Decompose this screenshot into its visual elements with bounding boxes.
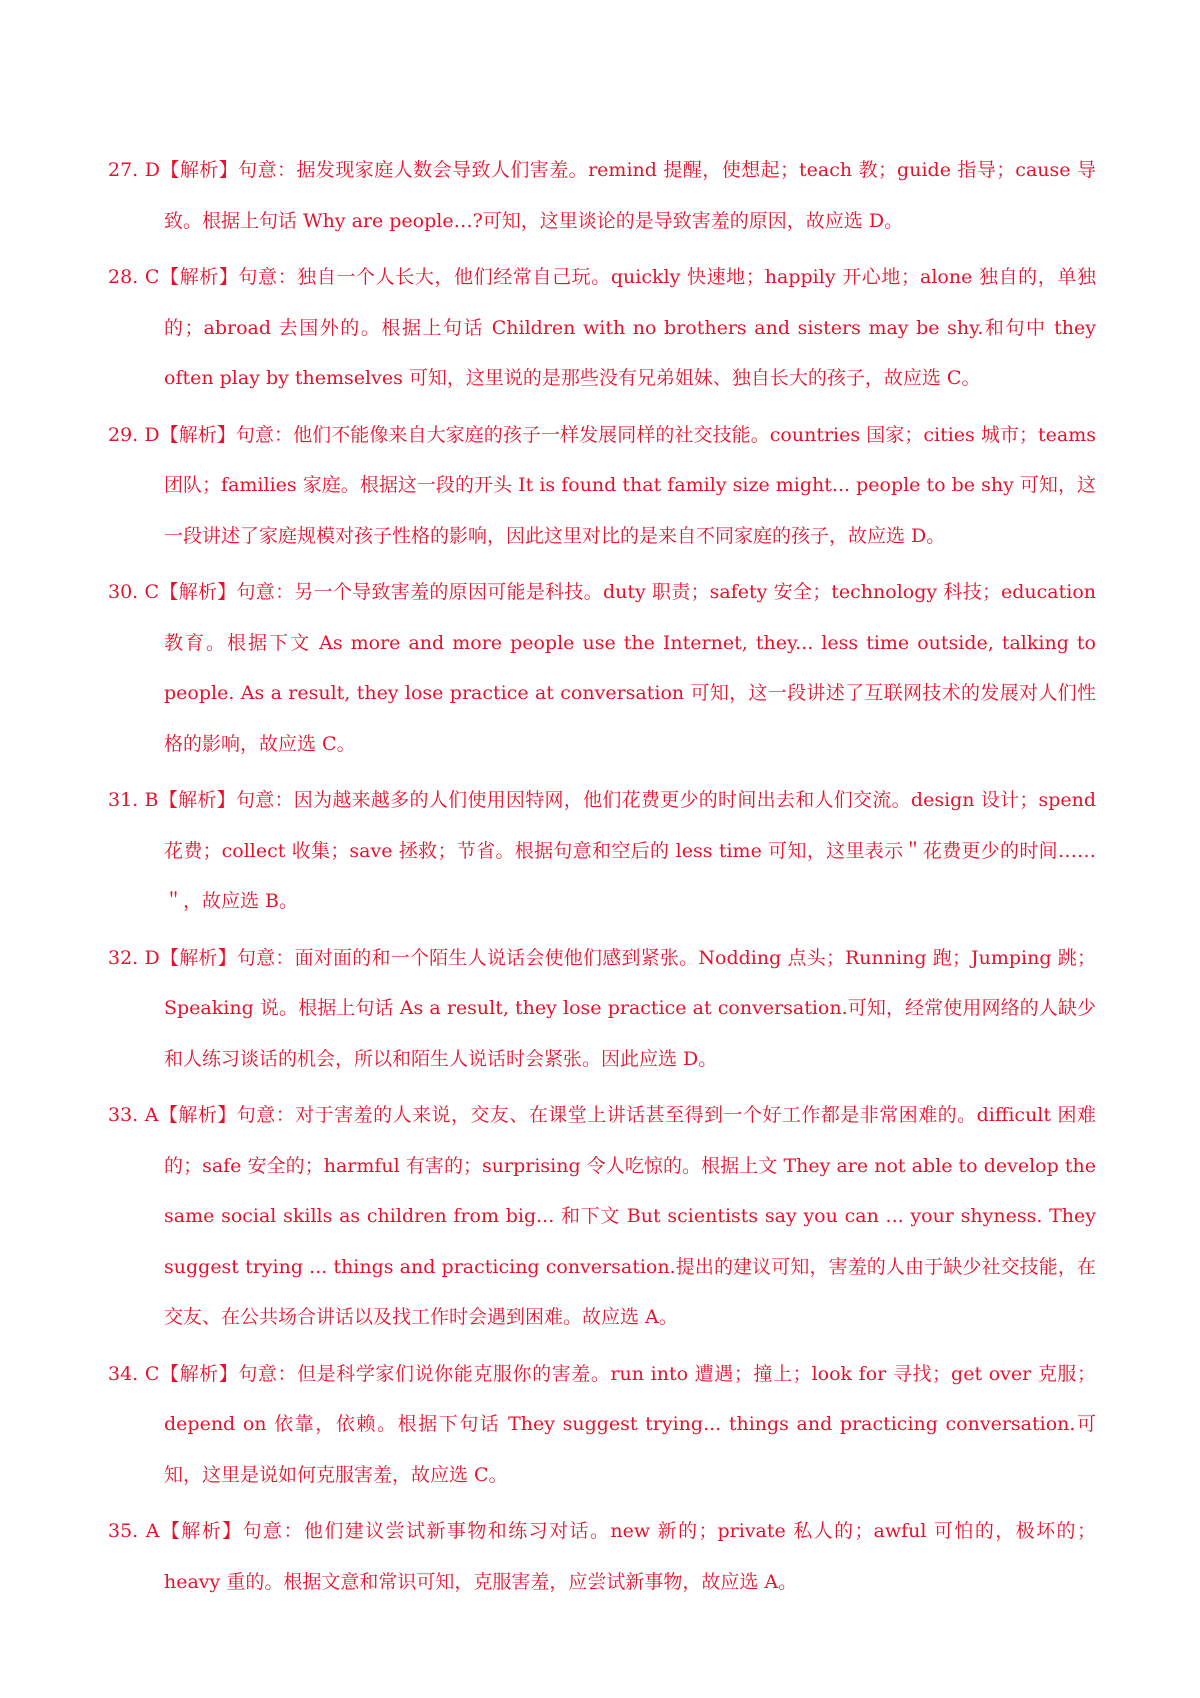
question-number: 29. bbox=[108, 423, 139, 446]
question-number: 28. bbox=[108, 266, 139, 288]
explanation-30 bbox=[108, 567, 1096, 769]
explanation-34 bbox=[108, 1349, 1096, 1501]
explanation-body: 【解析】句意：面对面的和一个陌生人说话会使他们感到紧张。Nodding 点头；Running 跑；Jumping 跳；Speaking 说。根据上句话 As a result, they lose practice at conversation.可知，经常使用网络的人缺少和人练习谈话的机会，所以和陌生人说话时会紧张。因此应选 D。 bbox=[159, 946, 1096, 1070]
explanation-35 bbox=[108, 1506, 1096, 1607]
answer-letter: B bbox=[138, 789, 159, 811]
explanation-body: 【解析】句意：但是科学家们说你能克服你的害羞。run into 遭遇；撞上；look for 寻找；get over 克服；depend on 依靠，依赖。根据下句话 They suggest trying... things and practicing conversation.可知，这里是说如何克服害羞，故应选 C。 bbox=[159, 1362, 1097, 1486]
explanation-31 bbox=[108, 775, 1096, 927]
explanation-35-text bbox=[108, 1506, 1096, 1607]
question-number: 34. bbox=[108, 1362, 139, 1385]
question-number: 27. bbox=[108, 159, 139, 181]
answer-letter: C bbox=[138, 1362, 160, 1385]
explanation-29 bbox=[108, 410, 1096, 562]
explanation-27 bbox=[108, 145, 1096, 246]
explanation-29-text bbox=[108, 410, 1096, 562]
question-number: 35. bbox=[108, 1520, 139, 1542]
answer-letter: C bbox=[138, 266, 160, 288]
question-number: 30. bbox=[108, 581, 139, 603]
explanation-body: 【解析】句意：因为越来越多的人们使用因特网，他们花费更少的时间出去和人们交流。design 设计；spend 花费；collect 收集；save 拯救；节省。根据句意和空后的 less time 可知，这里表示＂花费更少的时间……＂，故应选 B。 bbox=[158, 789, 1096, 912]
answer-explanations bbox=[108, 145, 1096, 1613]
explanation-body: 【解析】句意：他们不能像来自大家庭的孩子一样发展同样的社交技能。countries 国家；cities 城市；teams 团队；families 家庭。根据这一段的开头 It is found that family size might... people to be shy 可知，这一段讲述了家庭规模对孩子性格的影响，因此这里对比的是来自不同家庭的孩子，故应选 D。 bbox=[159, 423, 1096, 547]
answer-letter: D bbox=[138, 423, 160, 446]
question-number: 31. bbox=[108, 789, 139, 811]
explanation-body: 【解析】句意：对于害羞的人来说，交友、在课堂上讲话甚至得到一个好工作都是非常困难的。difficult 困难的；safe 安全的；harmful 有害的；surprising 令人吃惊的。根据上文 They are not able to develop the same social skills as children from big... 和下文 But scientists say you can ... your shyness. They suggest trying ... things and practicing conversation.提出的建议可知，害羞的人由于缺少社交技能，在交友、在公共场合讲话以及找工作时会遇到困难。故应选 A。 bbox=[158, 1104, 1096, 1328]
explanation-27-text bbox=[108, 145, 1096, 246]
explanation-body: 【解析】句意：独自一个人长大，他们经常自己玩。quickly 快速地；happily 开心地；alone 独自的，单独的；abroad 去国外的。根据上句话 Children with no brothers and sisters may be shy.和句中 they often play by themselves 可知，这里说的是那些没有兄弟姐妹、独自长大的孩子，故应选 C。 bbox=[159, 266, 1096, 389]
explanation-30-text bbox=[108, 567, 1096, 769]
explanation-32-text bbox=[108, 933, 1096, 1085]
answer-letter: A bbox=[138, 1104, 159, 1126]
explanation-32 bbox=[108, 933, 1096, 1085]
explanation-body: 【解析】句意：另一个导致害羞的原因可能是科技。duty 职责；safety 安全；technology 科技；education 教育。根据下文 As more and more people use the Internet, they... less time outside, talking to people. As a result, they lose practice at conversation 可知，这一段讲述了互联网技术的发展对人们性格的影响，故应选 C。 bbox=[159, 581, 1096, 755]
explanation-body: 【解析】句意：他们建议尝试新事物和练习对话。new 新的；private 私人的；awful 可怕的，极坏的；heavy 重的。根据文意和常识可知，克服害羞，应尝试新事物，故应选 A。 bbox=[159, 1520, 1096, 1593]
question-number: 33. bbox=[108, 1104, 139, 1126]
explanation-body: 【解析】句意：据发现家庭人数会导致人们害羞。remind 提醒，使想起；teach 教；guide 指导；cause 导致。根据上句话 Why are people…?可知，这里谈论的是导致害羞的原因，故应选 D。 bbox=[159, 159, 1096, 232]
explanation-33 bbox=[108, 1090, 1096, 1343]
explanation-31-text bbox=[108, 775, 1096, 927]
explanation-28-text bbox=[108, 252, 1096, 404]
explanation-33-text bbox=[108, 1090, 1096, 1343]
answer-letter: D bbox=[138, 159, 160, 181]
answer-letter: C bbox=[138, 581, 160, 603]
answer-letter: D bbox=[138, 946, 160, 969]
explanation-34-text bbox=[108, 1349, 1097, 1501]
explanation-28 bbox=[108, 252, 1096, 404]
answer-letter: A bbox=[138, 1520, 160, 1542]
question-number: 32. bbox=[108, 946, 139, 969]
